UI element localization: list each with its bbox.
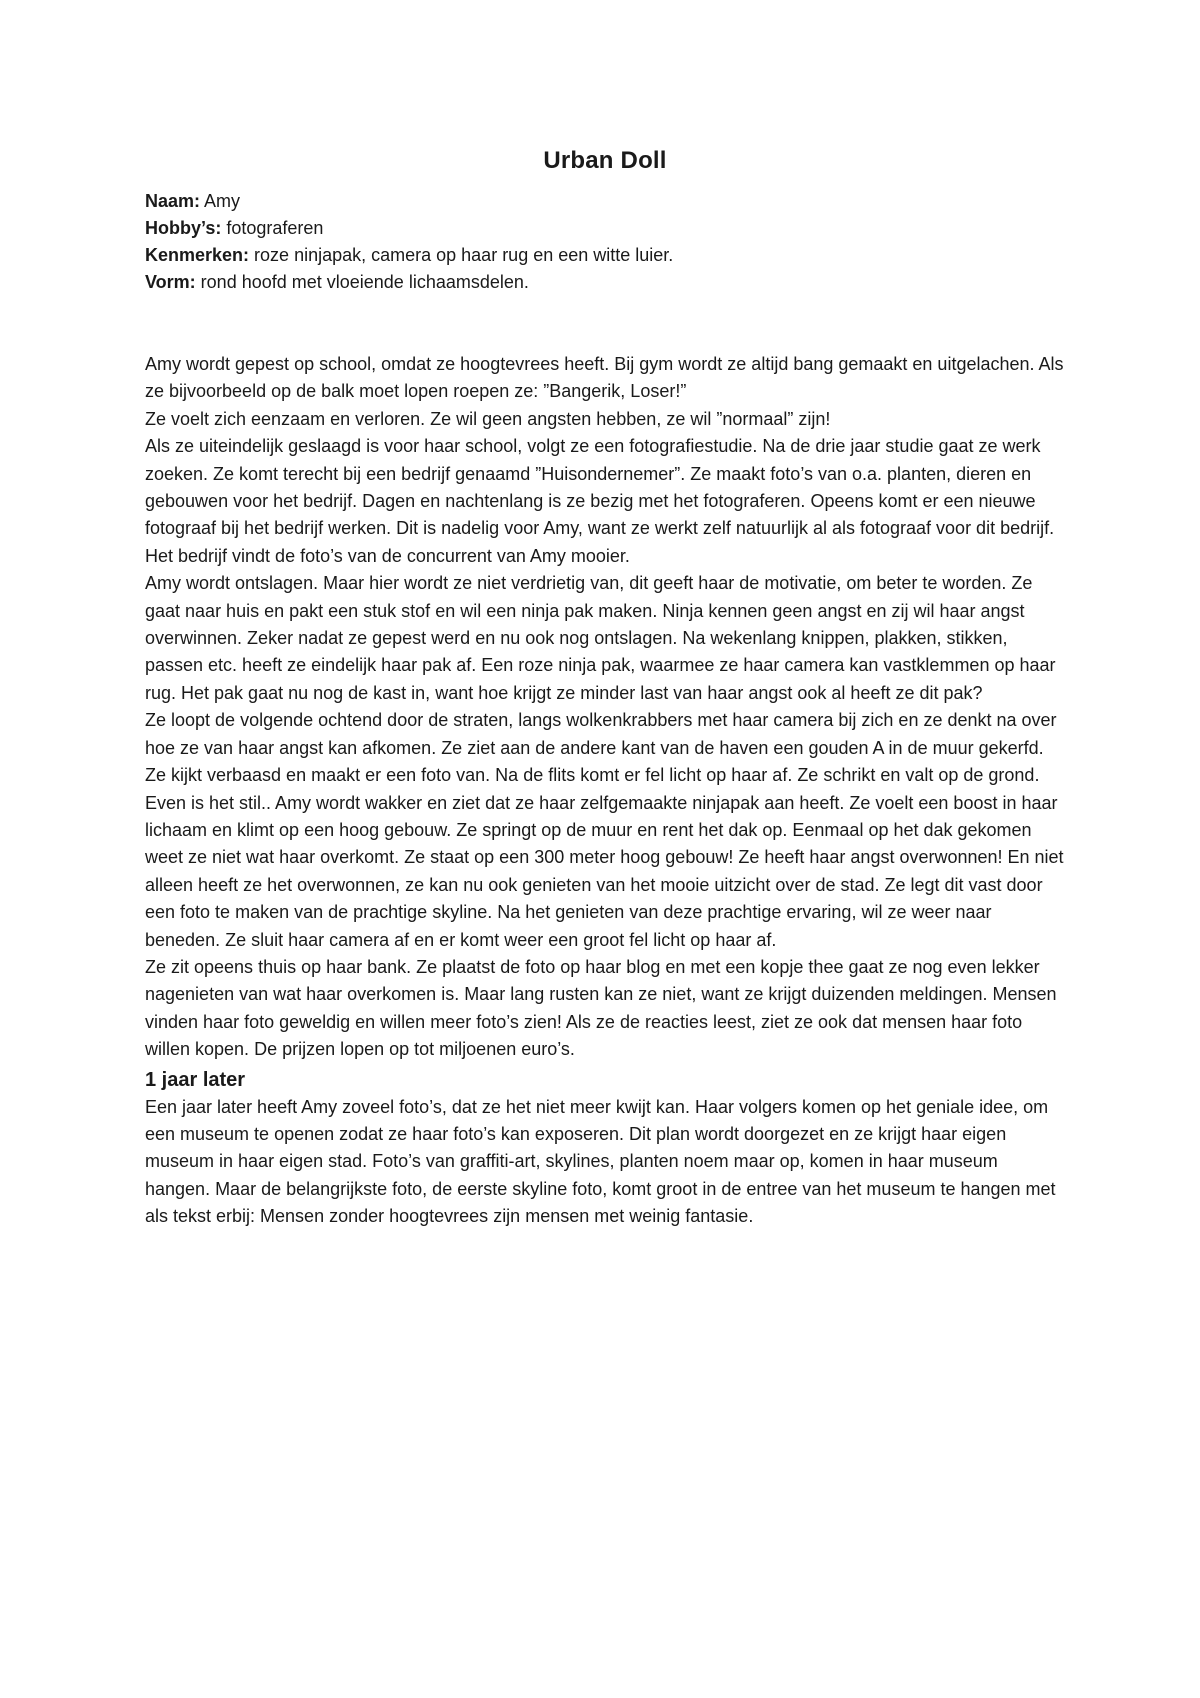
story-paragraph: Ze voelt zich eenzaam en verloren. Ze wil geen angsten hebben, ze wil ”normaal” zijn! (145, 408, 831, 429)
field-value: rond hoofd met vloeiende lichaamsdelen. (195, 272, 529, 292)
story-paragraph: Amy wordt gepest op school, omdat ze hoogtevrees heeft. Bij gym wordt ze altijd bang gemaakt en uitgelachen. Als ze bijvoorbeeld op de balk moet lopen roepen ze: ”Bangerik, Loser!” (145, 354, 1064, 402)
epilogue-paragraph: Een jaar later heeft Amy zoveel foto’s, dat ze het niet meer kwijt kan. Haar volgers komen op het geniale idee, om een museum te openen zodat ze haar foto’s kan exposeren. Dit plan wordt doorgezet en ze krijgt haar eigen museum in haar eigen stad. Foto’s van graffiti-art, skylines, planten noem maar op, komen in haar museum hangen. Maar de belangrijkste foto, de eerste skyline foto, komt groot in de entree van het museum te hangen met als tekst erbij: Mensen zonder hoogtevrees zijn mensen met weinig fantasie. (145, 1096, 1056, 1227)
field-value: fotograferen (221, 218, 324, 238)
profile-field-features (145, 242, 1065, 269)
story-paragraph: Als ze uiteindelijk geslaagd is voor haar school, volgt ze een fotografiestudie. Na de drie jaar studie gaat ze werk zoeken. Ze komt terecht bij een bedrijf genaamd ”Huisondernemer”. Ze maakt foto’s van o.a. planten, dieren en gebouwen voor het bedrijf. Dagen en nachtenlang is ze bezig met het fotograferen. Opeens komt er een nieuwe fotograaf bij het bedrijf werken. Dit is nadelig voor Amy, want ze werkt zelf natuurlijk al als fotograaf voor dit bedrijf. Het bedrijf vindt de foto’s van de concurrent van Amy mooier. (145, 436, 1055, 566)
character-profile (145, 188, 1065, 296)
field-value: Amy (200, 191, 241, 211)
profile-field-hobbies (145, 215, 1065, 242)
story-paragraph: Ze zit opeens thuis op haar bank. Ze plaatst de foto op haar blog en met een kopje thee gaat ze nog even lekker nagenieten van wat haar overkomen is. Maar lang rusten kan ze niet, want ze krijgt duizenden meldingen. Mensen vinden haar foto geweldig en willen meer foto’s zien! Als ze de reacties leest, ziet ze ook dat mensen haar foto willen kopen. De prijzen lopen op tot miljoenen euro’s. (145, 956, 1057, 1060)
document-title: Urban Doll (543, 147, 667, 174)
document-body (145, 146, 1065, 1231)
field-value: roze ninjapak, camera op haar rug en een witte luier. (249, 245, 674, 265)
story-paragraph: Amy wordt ontslagen. Maar hier wordt ze niet verdrietig van, dit geeft haar de motivatie, om beter te worden. Ze gaat naar huis en pakt een stuk stof en wil een ninja pak maken. Ninja kennen geen angst en zij wil haar angst overwinnen. Zeker nadat ze gepest werd en nu ook nog ontslagen. Na wekenlang knippen, plakken, stikken, passen etc. heeft ze eindelijk haar pak af. Een roze ninja pak, waarmee ze haar camera kan vastklemmen op haar rug. Het pak gaat nu nog de kast in, want hoe krijgt ze minder last van haar angst ook al heeft ze dit pak? (145, 573, 1056, 703)
profile-field-name (145, 188, 1065, 215)
story-section (145, 351, 1065, 1064)
section-heading: 1 jaar later (145, 1068, 246, 1091)
field-label: Kenmerken: (145, 245, 250, 265)
field-label: Vorm: (145, 272, 196, 292)
field-label: Hobby’s: (145, 218, 222, 238)
profile-field-shape (145, 269, 1065, 296)
epilogue-section (145, 1094, 1065, 1231)
section-spacer (145, 296, 1065, 351)
field-label: Naam: (145, 191, 201, 211)
story-paragraph: Ze loopt de volgende ochtend door de straten, langs wolkenkrabbers met haar camera bij zich en ze denkt na over hoe ze van haar angst kan afkomen. Ze ziet aan de andere kant van de haven een gouden A in de muur gekerfd. Ze kijkt verbaasd en maakt er een foto van. Na de flits komt er fel licht op haar af. Ze schrikt en valt op de grond. Even is het stil.. Amy wordt wakker en ziet dat ze haar zelfgemaakte ninjapak aan heeft. Ze voelt een boost in haar lichaam en klimt op een hoog gebouw. Ze springt op de muur en rent het dak op. Eenmaal op het dak gekomen weet ze niet wat haar overkomt. Ze staat op een 300 meter hoog gebouw! Ze heeft haar angst overwonnen! En niet alleen heeft ze het overwonnen, ze kan nu ook genieten van het mooie uitzicht over de stad. Ze legt dit vast door een foto te maken van de prachtige skyline. Na het genieten van deze prachtige ervaring, wil ze weer naar beneden. Ze sluit haar camera af en er komt weer een groot fel licht op haar af. (145, 710, 1064, 950)
